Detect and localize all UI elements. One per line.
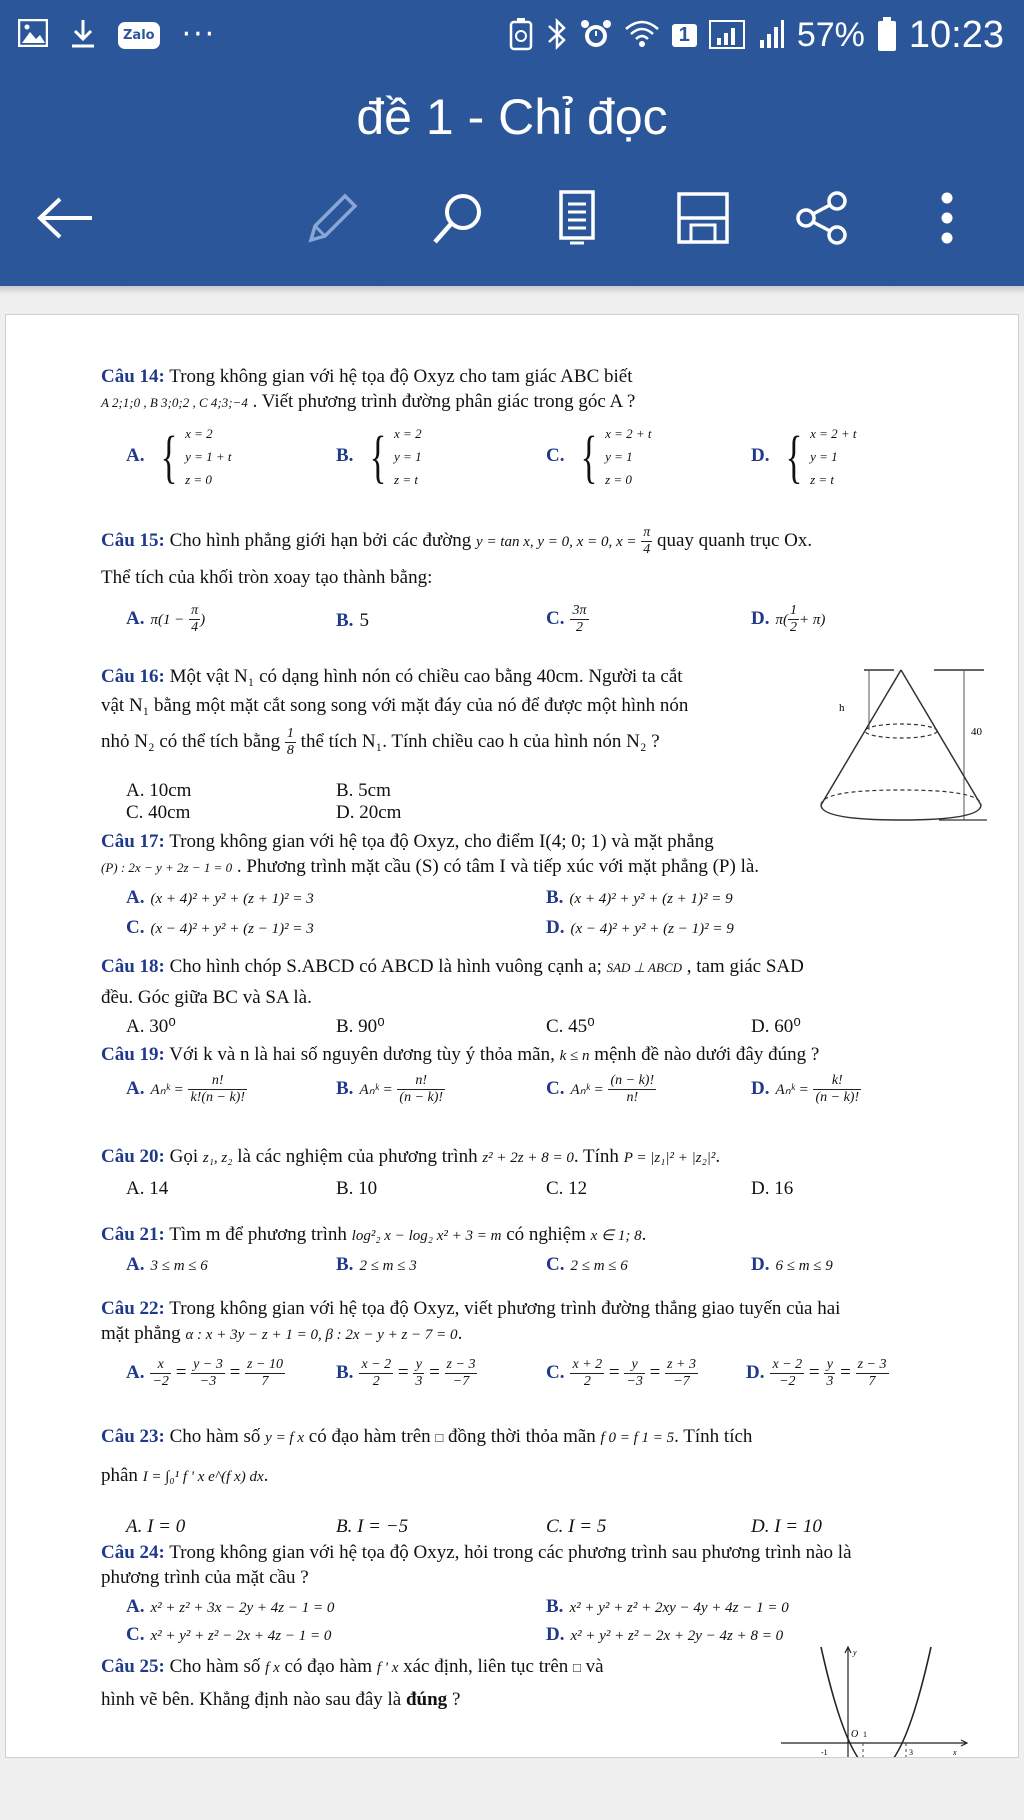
question-text-3: . — [641, 1224, 647, 1245]
save-button[interactable] — [673, 188, 733, 248]
question-label: Câu 25: — [101, 1656, 165, 1677]
function: f x — [265, 1660, 280, 1676]
question-text: Trong không gian với hệ tọa độ Oxyz, viết phương trình đường thẳng giao tuyến của hai — [169, 1298, 841, 1319]
question-text: Tìm m để phương trình — [169, 1224, 347, 1245]
option-c[interactable] — [546, 423, 652, 491]
question-text: Cho hàm số — [169, 1426, 261, 1447]
question-text-3: đồng thời thỏa mãn — [448, 1426, 596, 1447]
pencil-icon — [305, 190, 361, 246]
option-a[interactable]: A. (x + 4)² + y² + (z + 1)² = 3 — [126, 887, 314, 908]
question-23 — [101, 1425, 981, 1537]
equation: z² + 2z + 8 = 0 — [482, 1150, 574, 1166]
fraction-1-8: $\frac{1}{8}$ — [286, 726, 294, 759]
question-line-2b: ? — [451, 1688, 461, 1710]
share-button[interactable] — [792, 188, 852, 248]
question-text-2: mệnh đề nào dưới đây đúng ? — [594, 1044, 820, 1065]
option-b[interactable]: B. 5 — [336, 610, 369, 631]
more-vert-icon — [937, 190, 957, 246]
option-b[interactable]: B. 5cm — [336, 780, 391, 801]
question-text-2: . Viết phương trình đường phân giác trong góc A ? — [252, 390, 636, 412]
question-text-2: là các nghiệm của phương trình — [237, 1146, 478, 1167]
question-label: Câu 24: — [101, 1542, 165, 1563]
question-text-3: . Tính — [573, 1146, 619, 1167]
option-d[interactable]: D. 20cm — [336, 802, 402, 823]
option-label: D. — [751, 607, 770, 629]
derivative: f ' x — [376, 1660, 399, 1676]
option-label: B. — [336, 610, 354, 631]
option-a[interactable]: A. 14 — [126, 1178, 169, 1199]
expression: P = |z₁|² + |z₂|² — [623, 1150, 716, 1166]
status-bar — [0, 0, 1024, 76]
option-a[interactable] — [126, 423, 232, 491]
question-text: Cho hình chóp S.ABCD có ABCD là hình vuông cạnh a; — [169, 956, 602, 977]
question-label: Câu 20: — [101, 1146, 165, 1167]
option-b[interactable]: B. x² + y² + z² + 2xy − 4y + 4z − 1 = 0 — [546, 1596, 789, 1617]
battery-saver-icon — [508, 17, 534, 55]
question-17 — [101, 830, 981, 938]
signal-bars-icon — [759, 18, 785, 54]
question-line-2: vật N₁ bằng một mặt cắt song song với mặt đáy của nó để được một hình nón — [101, 694, 689, 716]
sim-1-icon: 1 — [672, 24, 697, 47]
option-d[interactable]: D. 16 — [751, 1178, 794, 1199]
question-text-4: . — [715, 1146, 721, 1167]
question-line-2a: hình vẽ bên. Khẳng định nào sau đây là — [101, 1688, 402, 1710]
graph-x-label: x — [953, 1748, 957, 1757]
option-b[interactable]: B. $\frac{x - 2}{2}$ = $\frac{y}{3}$ = $\frac{z - 3}{-7}$ — [336, 1357, 476, 1390]
question-text-2: quay quanh trục Ox. — [657, 529, 813, 551]
document-title: đề 1 - Chỉ đọc — [356, 89, 668, 145]
question-21 — [101, 1223, 981, 1275]
question-text: Trong không gian với hệ tọa độ Oxyz cho tam giác ABC biết — [169, 366, 633, 387]
option-c[interactable]: C. x² + y² + z² − 2x + 4z − 1 = 0 — [126, 1624, 332, 1645]
question-15 — [101, 525, 981, 636]
search-icon — [430, 190, 486, 246]
question-line-2: đều. Góc giữa BC và SA là. — [101, 986, 312, 1008]
question-line-2: . Phương trình mặt cầu (S) có tâm I và tiếp xúc với mặt phẳng (P) là. — [236, 855, 760, 877]
question-20 — [101, 1145, 981, 1199]
question-19 — [101, 1043, 981, 1106]
signal-hd-icon — [709, 18, 747, 54]
option-label: D. — [751, 445, 770, 467]
gallery-icon — [18, 19, 48, 51]
edit-button[interactable] — [303, 188, 363, 248]
option-c[interactable]: C. Aₙᵏ = $\frac{(n - k)!}{n!}$ — [546, 1073, 655, 1106]
function: y = f x — [265, 1430, 305, 1446]
toolbar — [0, 176, 1024, 256]
option-label: A. — [126, 445, 145, 467]
document-page[interactable] — [5, 314, 1019, 1758]
option-d[interactable]: D. I = 10 — [751, 1516, 822, 1537]
wifi-icon — [624, 19, 660, 53]
variables: z₁, z₂ — [202, 1150, 233, 1166]
option-c[interactable]: C. (x − 4)² + y² + (z − 1)² = 3 — [126, 917, 314, 938]
option-a[interactable]: A. Aₙᵏ = $\frac{n!}{k!(n - k)!}$ — [126, 1073, 245, 1106]
option-c[interactable]: C. $\frac{3\pi}{2}$ — [546, 603, 587, 636]
reading-view-icon — [556, 189, 600, 247]
reading-view-button[interactable] — [548, 188, 608, 248]
option-c[interactable]: C. $\frac{x + 2}{2}$ = $\frac{y}{-3}$ = $\frac{z + 3}{-7}$ — [546, 1357, 696, 1390]
cone-height-label: 40 — [971, 726, 982, 738]
equation-system: { x = 2 y = 1 + t z = 0 — [160, 424, 232, 490]
search-button[interactable] — [428, 188, 488, 248]
integral: I = ∫₀¹ f ' x e^(f x) dx — [142, 1468, 264, 1485]
question-22 — [101, 1297, 981, 1390]
option-c[interactable]: C. 12 — [546, 1178, 588, 1199]
question-line-2b: . — [457, 1322, 463, 1344]
question-label: Câu 21: — [101, 1224, 165, 1245]
question-text-3: xác định, liên tục trên — [403, 1656, 569, 1677]
graph-origin-label: O — [851, 1729, 859, 1740]
clock: 10:23 — [908, 14, 1004, 56]
question-label: Câu 15: — [101, 529, 165, 551]
question-text: Cho hình phẳng giới hạn bởi các đường — [169, 529, 472, 551]
plane-equation: (P) : 2x − y + 2z − 1 = 0 — [101, 859, 233, 875]
option-a[interactable]: A. π(1 − $\frac{\pi}{4}$ ) — [126, 603, 206, 636]
option-d[interactable]: D. Aₙᵏ = $\frac{k!}{(n - k)!}$ — [751, 1073, 860, 1106]
question-line-2: phương trình của mặt cầu ? — [101, 1566, 309, 1588]
cone-figure — [819, 665, 989, 830]
condition: k ≤ n — [559, 1048, 590, 1064]
condition: f 0 = f 1 = 5 — [600, 1430, 675, 1446]
question-text: Gọi — [169, 1146, 199, 1167]
equation-system: { x = 2 + t y = 1 z = t — [785, 424, 857, 490]
option-d[interactable] — [751, 423, 857, 491]
equation-system: { x = 2 y = 1 z = t — [369, 424, 422, 490]
question-line-3b: thể tích N₁. Tính chiều cao h của hình nón N₂ ? — [300, 731, 660, 753]
question-line-2a: mặt phẳng — [101, 1322, 181, 1344]
option-b[interactable]: B. 10 — [336, 1178, 378, 1199]
option-label: A. — [126, 607, 145, 629]
option-d[interactable]: D. $\frac{x - 2}{-2}$ = $\frac{y}{3}$ = $\frac{z - 3}{7}$ — [746, 1357, 887, 1390]
question-text-2: có đạo hàm — [284, 1656, 373, 1677]
missing-glyph-box: □ — [573, 1660, 581, 1675]
option-label: C. — [546, 445, 565, 467]
question-text: Một vật N₁ có dạng hình nón có chiều cao bằng 40cm. Người ta cắt — [169, 666, 683, 687]
question-label: Câu 14: — [101, 366, 165, 387]
question-18 — [101, 955, 981, 1037]
option-b[interactable]: B. 90⁰ — [336, 1016, 385, 1037]
derivative-graph — [781, 1645, 971, 1758]
question-text-2: có đạo hàm trên — [308, 1426, 431, 1447]
fraction-pi-4: $\frac{\pi}{4}$ — [643, 525, 651, 558]
battery-icon — [877, 16, 897, 56]
back-arrow-icon — [36, 196, 94, 240]
option-d[interactable]: D. (x − 4)² + y² + (z − 1)² = 9 — [546, 917, 734, 938]
cone-h-label: h — [839, 702, 845, 714]
graph-tick-neg1: -1 — [821, 1748, 828, 1757]
option-c[interactable]: C. 2 ≤ m ≤ 6 — [546, 1254, 628, 1275]
bluetooth-icon — [546, 17, 568, 55]
graph-y-label: y — [853, 1648, 857, 1657]
planes: α : x + 3y − z + 1 = 0, β : 2x − y + z − 7 = 0 — [185, 1326, 458, 1343]
question-text-4: . Tính tích — [674, 1426, 753, 1447]
more-options-button[interactable] — [917, 188, 977, 248]
question-line-2b: . — [263, 1464, 269, 1486]
question-label: Câu 18: — [101, 956, 165, 977]
option-a[interactable]: A. x² + z² + 3x − 2y + 4z − 1 = 0 — [126, 1596, 335, 1617]
question-text: Với k và n là hai số nguyên dương tùy ý thỏa mãn, — [169, 1044, 555, 1065]
missing-glyph-box: □ — [435, 1430, 444, 1445]
question-line-2a: phân — [101, 1464, 138, 1486]
question-text: Cho hàm số — [169, 1656, 261, 1677]
option-a[interactable]: A. 10cm — [126, 780, 192, 801]
question-label: Câu 17: — [101, 831, 165, 852]
option-a[interactable]: A. 3 ≤ m ≤ 6 — [126, 1254, 208, 1275]
formula: y = tan x, y = 0, x = 0, x = — [476, 533, 637, 550]
option-d[interactable]: D. 60⁰ — [751, 1016, 801, 1037]
option-label: B. — [336, 445, 354, 467]
question-label: Câu 16: — [101, 666, 165, 687]
alarm-icon — [580, 18, 612, 54]
question-text: Trong không gian với hệ tọa độ Oxyz, hỏi trong các phương trình sau phương trình nào là — [169, 1542, 852, 1563]
question-label: Câu 23: — [101, 1426, 165, 1447]
option-d[interactable]: D. x² + y² + z² − 2x + 2y − 4z + 8 = 0 — [546, 1624, 784, 1645]
header-shadow — [0, 286, 1024, 294]
option-d[interactable]: D. π( $\frac{1}{2}$ + π) — [751, 603, 826, 636]
question-text-4: và — [585, 1656, 604, 1677]
question-text-2: , tam giác SAD — [686, 956, 804, 977]
option-c[interactable]: C. I = 5 — [546, 1516, 607, 1537]
option-b[interactable]: B. I = −5 — [336, 1516, 409, 1537]
option-b[interactable] — [336, 423, 422, 491]
option-b[interactable]: B. Aₙᵏ = $\frac{n!}{(n - k)!}$ — [336, 1073, 444, 1106]
question-label: Câu 22: — [101, 1298, 165, 1319]
question-label: Câu 19: — [101, 1044, 165, 1065]
option-label: C. — [546, 607, 565, 629]
option-b[interactable]: B. (x + 4)² + y² + (z + 1)² = 9 — [546, 887, 733, 908]
option-c[interactable]: C. 45⁰ — [546, 1016, 595, 1037]
option-d[interactable]: D. 6 ≤ m ≤ 9 — [751, 1254, 833, 1275]
back-button[interactable] — [35, 188, 95, 248]
question-14 — [101, 365, 981, 490]
perpendicular-planes: SAD ⊥ ABCD — [606, 960, 682, 975]
battery-percent: 57% — [796, 16, 865, 54]
option-c[interactable]: C. 40cm — [126, 802, 191, 823]
question-line-3a: nhỏ N₂ có thể tích bằng — [101, 731, 281, 753]
option-a[interactable]: A. I = 0 — [126, 1516, 186, 1537]
question-text: Trong không gian với hệ tọa độ Oxyz, cho điểm I(4; 0; 1) và mặt phẳng — [169, 831, 714, 852]
option-a[interactable]: A. 30⁰ — [126, 1016, 176, 1037]
equation-system: { x = 2 + t y = 1 z = 0 — [580, 424, 652, 490]
question-line-2: Thể tích của khối tròn xoay tạo thành bằng: — [101, 567, 433, 589]
overflow-notifications: ··· — [181, 17, 217, 52]
download-icon — [70, 18, 96, 52]
save-icon — [676, 191, 730, 245]
graph-tick-3: 3 — [909, 1748, 913, 1757]
question-24 — [101, 1541, 981, 1645]
points-abc: A 2;1;0 , B 3;0;2 , C 4;3;−4 — [101, 394, 248, 410]
question-25 — [101, 1655, 781, 1712]
app-header — [0, 76, 1024, 286]
zalo-icon: Zalo — [118, 22, 160, 49]
option-a[interactable]: A. $\frac{x}{-2}$ = $\frac{y - 3}{-3}$ = $\frac{z - 10}{7}$ — [126, 1357, 283, 1390]
domain: x ∈ 1; 8 — [590, 1228, 642, 1244]
graph-tick-1: 1 — [863, 1730, 867, 1739]
equation: log²₂ x − log₂ x² + 3 = m — [351, 1228, 502, 1244]
emphasis-correct: đúng — [405, 1688, 448, 1710]
share-icon — [794, 190, 850, 246]
option-b[interactable]: B. 2 ≤ m ≤ 3 — [336, 1254, 417, 1275]
question-text-2: có nghiệm — [506, 1224, 586, 1245]
